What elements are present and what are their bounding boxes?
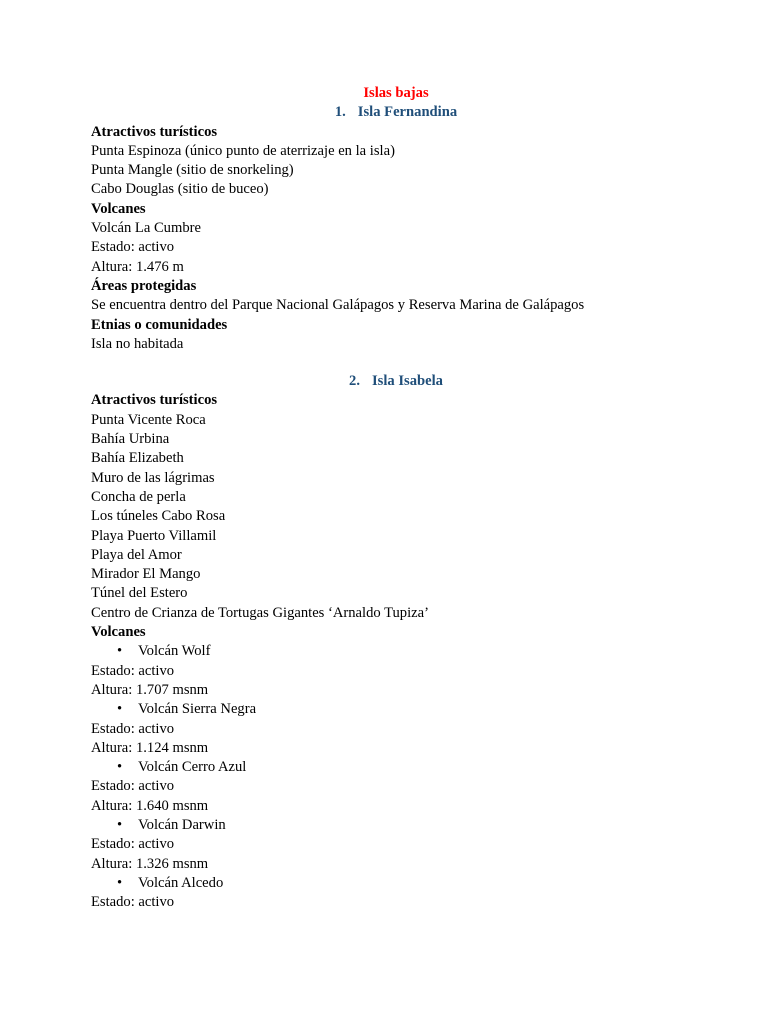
atractivo-item: Muro de las lágrimas — [91, 469, 215, 486]
volcan-altura: Altura: 1.124 msnm — [91, 739, 209, 756]
atractivos-heading: Atractivos turísticos — [91, 392, 218, 409]
atractivo-item: Mirador El Mango — [91, 566, 201, 583]
volcan-altura: Altura: 1.476 m — [91, 258, 184, 275]
section-spacer — [91, 354, 701, 372]
atractivo-item: Cabo Douglas (sitio de buceo) — [91, 181, 269, 198]
atractivo-item: Los túneles Cabo Rosa — [91, 508, 226, 525]
atractivo-item: Playa del Amor — [91, 546, 182, 563]
atractivo-item: Playa Puerto Villamil — [91, 527, 217, 544]
main-title: Islas bajas — [363, 85, 429, 101]
atractivo-item: Punta Vicente Roca — [91, 411, 206, 428]
atractivo-item: Punta Mangle (sitio de snorkeling) — [91, 162, 294, 179]
atractivo-item: Bahía Elizabeth — [91, 450, 184, 467]
section-title-isabela — [91, 372, 701, 391]
atractivo-item: Concha de perla — [91, 488, 186, 505]
volcan-altura: Altura: 1.326 msnm — [91, 855, 209, 872]
volcan-bullet-item: • Volcán Cerro Azul — [91, 758, 701, 777]
document-page — [91, 84, 701, 912]
volcan-estado: Estado: activo — [91, 894, 175, 911]
areas-text: Se encuentra dentro del Parque Nacional Galápagos y Reserva Marina de Galápagos — [91, 297, 585, 314]
volcan-estado: Estado: activo — [91, 836, 175, 853]
volcanes-heading: Volcanes — [91, 624, 146, 641]
section-title-text: Isla Fernandina — [357, 104, 458, 121]
atractivos-heading: Atractivos turísticos — [91, 123, 218, 140]
etnias-text: Isla no habitada — [91, 335, 184, 352]
volcan-estado: Estado: activo — [91, 720, 175, 737]
volcan-altura: Altura: 1.640 msnm — [91, 797, 209, 814]
section-number: 1. — [334, 104, 346, 121]
volcan-bullet-item: • Volcán Sierra Negra — [91, 700, 701, 719]
etnias-heading: Etnias o comunidades — [91, 316, 228, 333]
atractivo-item: Centro de Crianza de Tortugas Gigantes ‘Arnaldo Tupiza’ — [91, 604, 429, 621]
volcan-bullet-item: • Volcán Wolf — [91, 642, 701, 661]
volcan-estado: Estado: activo — [91, 778, 175, 795]
volcan-bullet-item: • Volcán Darwin — [91, 816, 701, 835]
volcan-bullet-item: • Volcán Alcedo — [91, 874, 701, 893]
section-title-fernandina — [91, 103, 701, 122]
atractivo-item: Bahía Urbina — [91, 431, 170, 448]
volcan-name: Volcán La Cumbre — [91, 220, 201, 237]
volcan-altura: Altura: 1.707 msnm — [91, 681, 209, 698]
volcan-estado: Estado: activo — [91, 662, 175, 679]
areas-heading: Áreas protegidas — [91, 277, 197, 294]
atractivo-item: Túnel del Estero — [91, 585, 188, 602]
volcan-estado: Estado: activo — [91, 239, 175, 256]
atractivo-item: Punta Espinoza (único punto de aterrizaje en la isla) — [91, 142, 395, 159]
section-number: 2. — [349, 373, 360, 390]
volcanes-heading: Volcanes — [91, 200, 146, 217]
section-title-text: Isla Isabela — [371, 373, 443, 390]
